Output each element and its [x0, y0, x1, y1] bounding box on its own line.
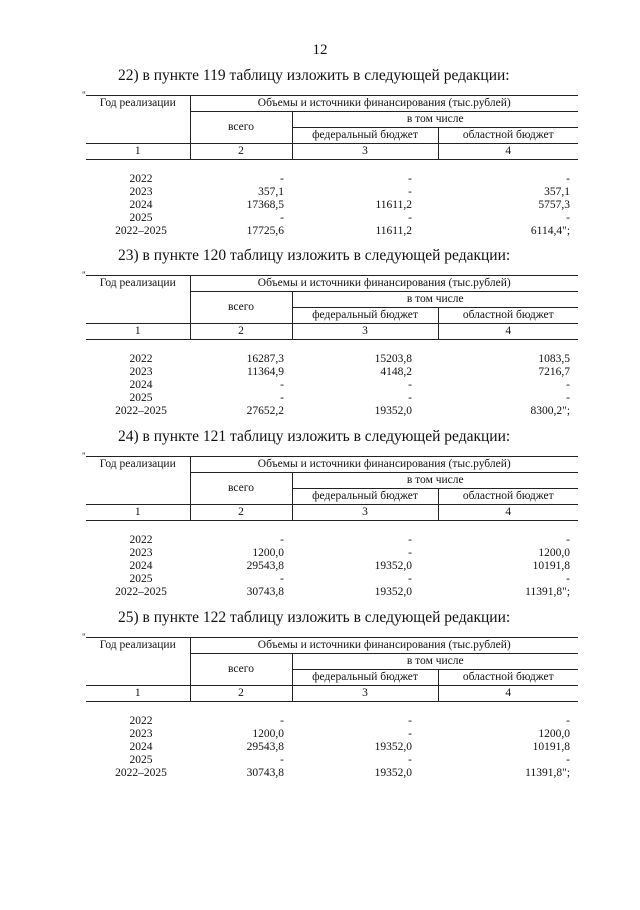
header-volumes: Объемы и источники финансирования (тыс.рублей) — [190, 457, 578, 473]
header-volumes: Объемы и источники финансирования (тыс.рублей) — [190, 96, 578, 112]
table-row — [86, 173, 578, 186]
table-body — [86, 340, 578, 419]
header-regional: областной бюджет — [438, 489, 578, 505]
cell-total: 29543,8 — [246, 741, 284, 753]
financing-table — [86, 275, 578, 418]
cell-year: 2024 — [129, 199, 153, 211]
cell-total: - — [280, 573, 284, 585]
section-heading: 24) в пункте 121 таблицу изложить в следующей редакции: — [118, 428, 511, 445]
cell-regional: 6114,4"; — [530, 225, 571, 237]
cell-federal: - — [408, 728, 412, 740]
table-body — [86, 702, 578, 781]
header-federal: федеральный бюджет — [292, 128, 438, 144]
header-federal: федеральный бюджет — [292, 670, 438, 686]
table-body — [86, 160, 578, 239]
page-number: 12 — [312, 42, 328, 58]
cell-federal: 4148,2 — [380, 366, 412, 378]
cell-year: 2022 — [129, 534, 153, 546]
header-total: всего — [190, 473, 292, 505]
table-row — [86, 573, 578, 586]
cell-total: 11364,9 — [247, 366, 284, 378]
financing-table — [86, 637, 578, 780]
cell-regional: 1083,5 — [538, 353, 571, 365]
section-heading: 25) в пункте 122 таблицу изложить в следующей редакции: — [118, 609, 511, 626]
cell-federal: - — [408, 212, 412, 224]
header-num-2: 2 — [190, 686, 292, 702]
opening-quote-mark: " — [82, 451, 86, 461]
cell-regional: 7216,7 — [538, 366, 571, 378]
cell-year: 2022–2025 — [115, 586, 167, 598]
header-num-4: 4 — [438, 144, 578, 160]
header-num-4: 4 — [438, 686, 578, 702]
header-year: Год реализации — [86, 457, 190, 505]
table-row — [86, 212, 578, 225]
opening-quote-mark: " — [82, 90, 86, 100]
cell-regional: 8300,2"; — [530, 405, 571, 417]
financing-table — [86, 456, 578, 599]
cell-year: 2023 — [129, 728, 153, 740]
header-num-1: 1 — [86, 505, 190, 521]
header-federal: федеральный бюджет — [292, 308, 438, 324]
cell-total: - — [280, 173, 284, 185]
table-row — [86, 392, 578, 405]
cell-regional: 10191,8 — [532, 741, 571, 753]
cell-regional: - — [566, 173, 571, 185]
cell-federal: 15203,8 — [374, 353, 412, 365]
cell-regional: - — [566, 392, 571, 404]
header-federal: федеральный бюджет — [292, 489, 438, 505]
header-num-4: 4 — [438, 505, 578, 521]
table-row — [86, 767, 578, 780]
cell-federal: - — [408, 392, 412, 404]
cell-federal: - — [408, 173, 412, 185]
opening-quote-mark: " — [82, 632, 86, 642]
cell-year: 2024 — [129, 741, 153, 753]
cell-federal: 19352,0 — [374, 586, 412, 598]
table-row — [86, 366, 578, 379]
header-year: Год реализации — [86, 276, 190, 324]
cell-year: 2025 — [129, 392, 153, 404]
cell-total: 16287,3 — [246, 353, 284, 365]
financing-table — [86, 95, 578, 238]
cell-total: 27652,2 — [246, 405, 284, 417]
table-row — [86, 405, 578, 418]
header-num-1: 1 — [86, 324, 190, 340]
cell-year: 2024 — [129, 560, 153, 572]
cell-regional: 11391,8"; — [525, 767, 571, 779]
header-total: всего — [190, 112, 292, 144]
table-row — [86, 754, 578, 767]
cell-total: 29543,8 — [246, 560, 284, 572]
cell-year: 2022–2025 — [115, 405, 167, 417]
header-including: в том числе — [292, 654, 578, 670]
cell-total: - — [280, 212, 284, 224]
cell-total: - — [280, 534, 284, 546]
header-volumes: Объемы и источники финансирования (тыс.рублей) — [190, 276, 578, 292]
cell-total: 17725,6 — [246, 225, 284, 237]
header-regional: областной бюджет — [438, 308, 578, 324]
opening-quote-mark: " — [82, 270, 86, 280]
header-including: в том числе — [292, 292, 578, 308]
cell-federal: - — [408, 186, 412, 198]
table-row — [86, 560, 578, 573]
cell-federal: 19352,0 — [374, 767, 412, 779]
cell-total: - — [280, 754, 284, 766]
header-regional: областной бюджет — [438, 128, 578, 144]
cell-federal: - — [408, 715, 412, 727]
cell-regional: 10191,8 — [532, 560, 571, 572]
cell-federal: 11611,2 — [375, 225, 412, 237]
section-heading: 22) в пункте 119 таблицу изложить в следующей редакции: — [118, 67, 510, 84]
header-num-4: 4 — [438, 324, 578, 340]
cell-federal: - — [408, 573, 412, 585]
header-year: Год реализации — [86, 96, 190, 144]
cell-federal: 19352,0 — [374, 741, 412, 753]
cell-year: 2022 — [129, 353, 153, 365]
cell-total: - — [280, 715, 284, 727]
cell-total: 1200,0 — [252, 547, 284, 559]
section-heading: 23) в пункте 120 таблицу изложить в следующей редакции: — [118, 247, 511, 264]
header-num-3: 3 — [292, 505, 438, 521]
cell-total: 1200,0 — [252, 728, 284, 740]
table-row — [86, 379, 578, 392]
cell-total: 30743,8 — [246, 586, 284, 598]
cell-year: 2023 — [129, 547, 153, 559]
cell-federal: - — [408, 547, 412, 559]
cell-year: 2025 — [129, 573, 153, 585]
cell-regional: 5757,3 — [538, 199, 571, 211]
table-row — [86, 586, 578, 599]
header-num-2: 2 — [190, 144, 292, 160]
cell-federal: 19352,0 — [374, 560, 412, 572]
table-row — [86, 741, 578, 754]
cell-regional: - — [566, 573, 571, 585]
cell-year: 2022–2025 — [115, 225, 167, 237]
cell-regional: 11391,8"; — [525, 586, 571, 598]
cell-regional: 1200,0 — [538, 728, 571, 740]
header-num-3: 3 — [292, 686, 438, 702]
cell-total: - — [280, 379, 284, 391]
header-num-2: 2 — [190, 505, 292, 521]
table-row — [86, 186, 578, 199]
cell-year: 2022–2025 — [115, 767, 167, 779]
header-including: в том числе — [292, 112, 578, 128]
header-num-1: 1 — [86, 686, 190, 702]
header-num-2: 2 — [190, 324, 292, 340]
header-num-3: 3 — [292, 144, 438, 160]
header-total: всего — [190, 292, 292, 324]
cell-year: 2024 — [129, 379, 153, 391]
cell-year: 2025 — [129, 754, 153, 766]
header-year: Год реализации — [86, 638, 190, 686]
cell-year: 2023 — [129, 186, 153, 198]
table-row — [86, 715, 578, 728]
table-row — [86, 728, 578, 741]
cell-regional: - — [566, 212, 571, 224]
cell-year: 2023 — [129, 366, 153, 378]
header-volumes: Объемы и источники финансирования (тыс.рублей) — [190, 638, 578, 654]
table-row — [86, 225, 578, 238]
table-row — [86, 199, 578, 212]
table-row — [86, 534, 578, 547]
table-row — [86, 547, 578, 560]
cell-year: 2022 — [129, 173, 153, 185]
cell-total: 357,1 — [258, 186, 284, 198]
cell-federal: - — [408, 534, 412, 546]
cell-federal: 19352,0 — [374, 405, 412, 417]
header-regional: областной бюджет — [438, 670, 578, 686]
cell-regional: 357,1 — [544, 186, 571, 198]
cell-regional: - — [566, 534, 571, 546]
table-body — [86, 521, 578, 600]
cell-federal: - — [408, 754, 412, 766]
header-including: в том числе — [292, 473, 578, 489]
cell-year: 2025 — [129, 212, 153, 224]
cell-total: - — [280, 392, 284, 404]
cell-year: 2022 — [129, 715, 153, 727]
cell-federal: 11611,2 — [375, 199, 412, 211]
cell-regional: - — [566, 754, 571, 766]
table-row — [86, 353, 578, 366]
cell-regional: - — [566, 715, 571, 727]
header-num-3: 3 — [292, 324, 438, 340]
cell-total: 30743,8 — [246, 767, 284, 779]
header-num-1: 1 — [86, 144, 190, 160]
header-total: всего — [190, 654, 292, 686]
cell-regional: - — [566, 379, 571, 391]
cell-regional: 1200,0 — [538, 547, 571, 559]
cell-total: 17368,5 — [246, 199, 284, 211]
cell-federal: - — [408, 379, 412, 391]
